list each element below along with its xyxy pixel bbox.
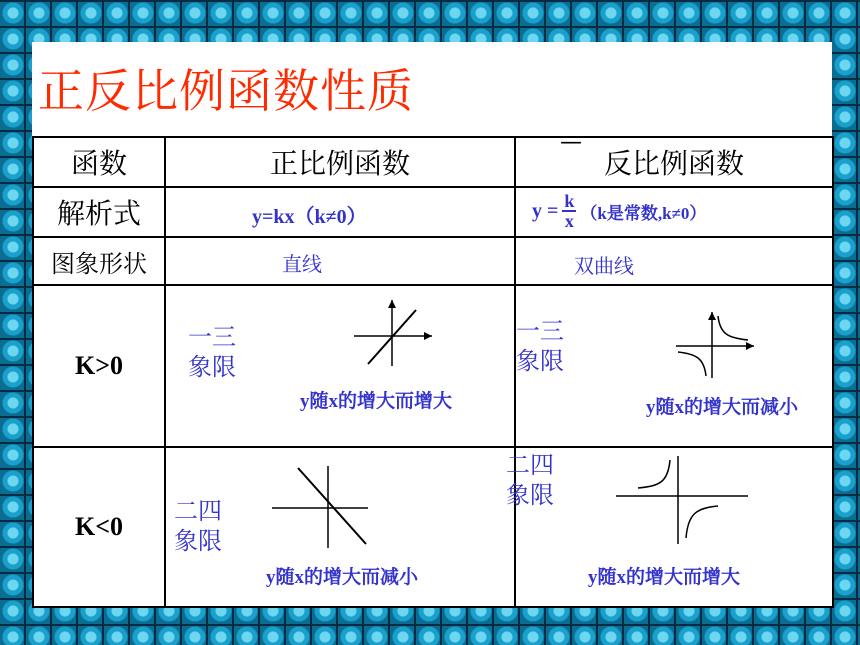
quadrant-text-2: 象限 xyxy=(506,481,554,509)
table-header-row xyxy=(33,137,833,187)
shape-label: 图象形状 xyxy=(33,237,165,285)
decreasing-line-graph xyxy=(270,464,370,550)
quadrant-text-1: 二四 xyxy=(506,451,554,479)
properties-table xyxy=(32,130,834,608)
inverse-shape: 双曲线 xyxy=(574,254,634,278)
inverse-pos-desc: y随x的增大而减小 xyxy=(646,397,799,418)
fraction-denominator: x xyxy=(564,211,574,231)
k-negative-row xyxy=(33,447,833,607)
expression-label: 解析式 xyxy=(33,187,165,237)
header-inverse-label: 反比例函数 xyxy=(603,147,744,180)
quadrant-text-1: 二四 xyxy=(174,497,222,525)
hyperbola-q2-q4-graph xyxy=(614,454,750,546)
proportional-formula: y=kx（k≠0） xyxy=(252,206,367,228)
hyperbola-q1-q3-graph xyxy=(674,308,756,380)
fraction-numerator: k xyxy=(564,191,575,211)
inverse-k-positive-cell xyxy=(515,285,833,447)
proportional-shape: 直线 xyxy=(282,252,322,276)
inverse-pos-quadrant xyxy=(516,316,564,376)
slide-title: 正反比例函数性质 xyxy=(38,64,414,118)
quadrant-text-2: 象限 xyxy=(516,347,564,375)
proportional-shape-cell xyxy=(165,237,515,285)
header-inverse xyxy=(515,130,833,187)
inverse-k-negative-cell xyxy=(506,447,833,607)
k-positive-row xyxy=(33,285,833,447)
inverse-neg-quadrant xyxy=(506,450,554,510)
proportional-neg-quadrant xyxy=(174,496,222,556)
k-positive-label: K>0 xyxy=(33,285,165,447)
inverse-formula-lhs: y = xyxy=(532,199,559,222)
inverse-neg-desc: y随x的增大而增大 xyxy=(588,567,741,588)
header-function: 函数 xyxy=(33,137,165,187)
proportional-pos-desc: y随x的增大而增大 xyxy=(300,391,453,412)
header-proportional: 正比例函数 xyxy=(165,137,515,187)
header-inverse-mark: — xyxy=(560,130,582,155)
proportional-k-negative-cell xyxy=(165,447,515,607)
quadrant-text-1: 一三 xyxy=(188,323,236,351)
proportional-pos-quadrant xyxy=(188,322,236,382)
proportional-k-positive-cell xyxy=(165,285,515,447)
inverse-formula-rhs: （k是常数,k≠0） xyxy=(580,203,707,223)
quadrant-text-2: 象限 xyxy=(174,527,222,555)
inverse-expression-cell xyxy=(515,187,833,237)
inverse-shape-cell xyxy=(515,237,833,285)
proportional-neg-desc: y随x的增大而减小 xyxy=(266,567,419,588)
proportional-expression-cell xyxy=(165,187,515,237)
shape-row xyxy=(33,237,833,285)
inverse-formula-fraction xyxy=(562,192,576,230)
inverse-formula xyxy=(532,192,706,230)
expression-row xyxy=(33,187,833,237)
quadrant-text-2: 象限 xyxy=(188,353,236,381)
quadrant-text-1: 一三 xyxy=(516,317,564,345)
k-negative-label: K<0 xyxy=(33,447,165,607)
increasing-line-graph xyxy=(352,296,434,368)
